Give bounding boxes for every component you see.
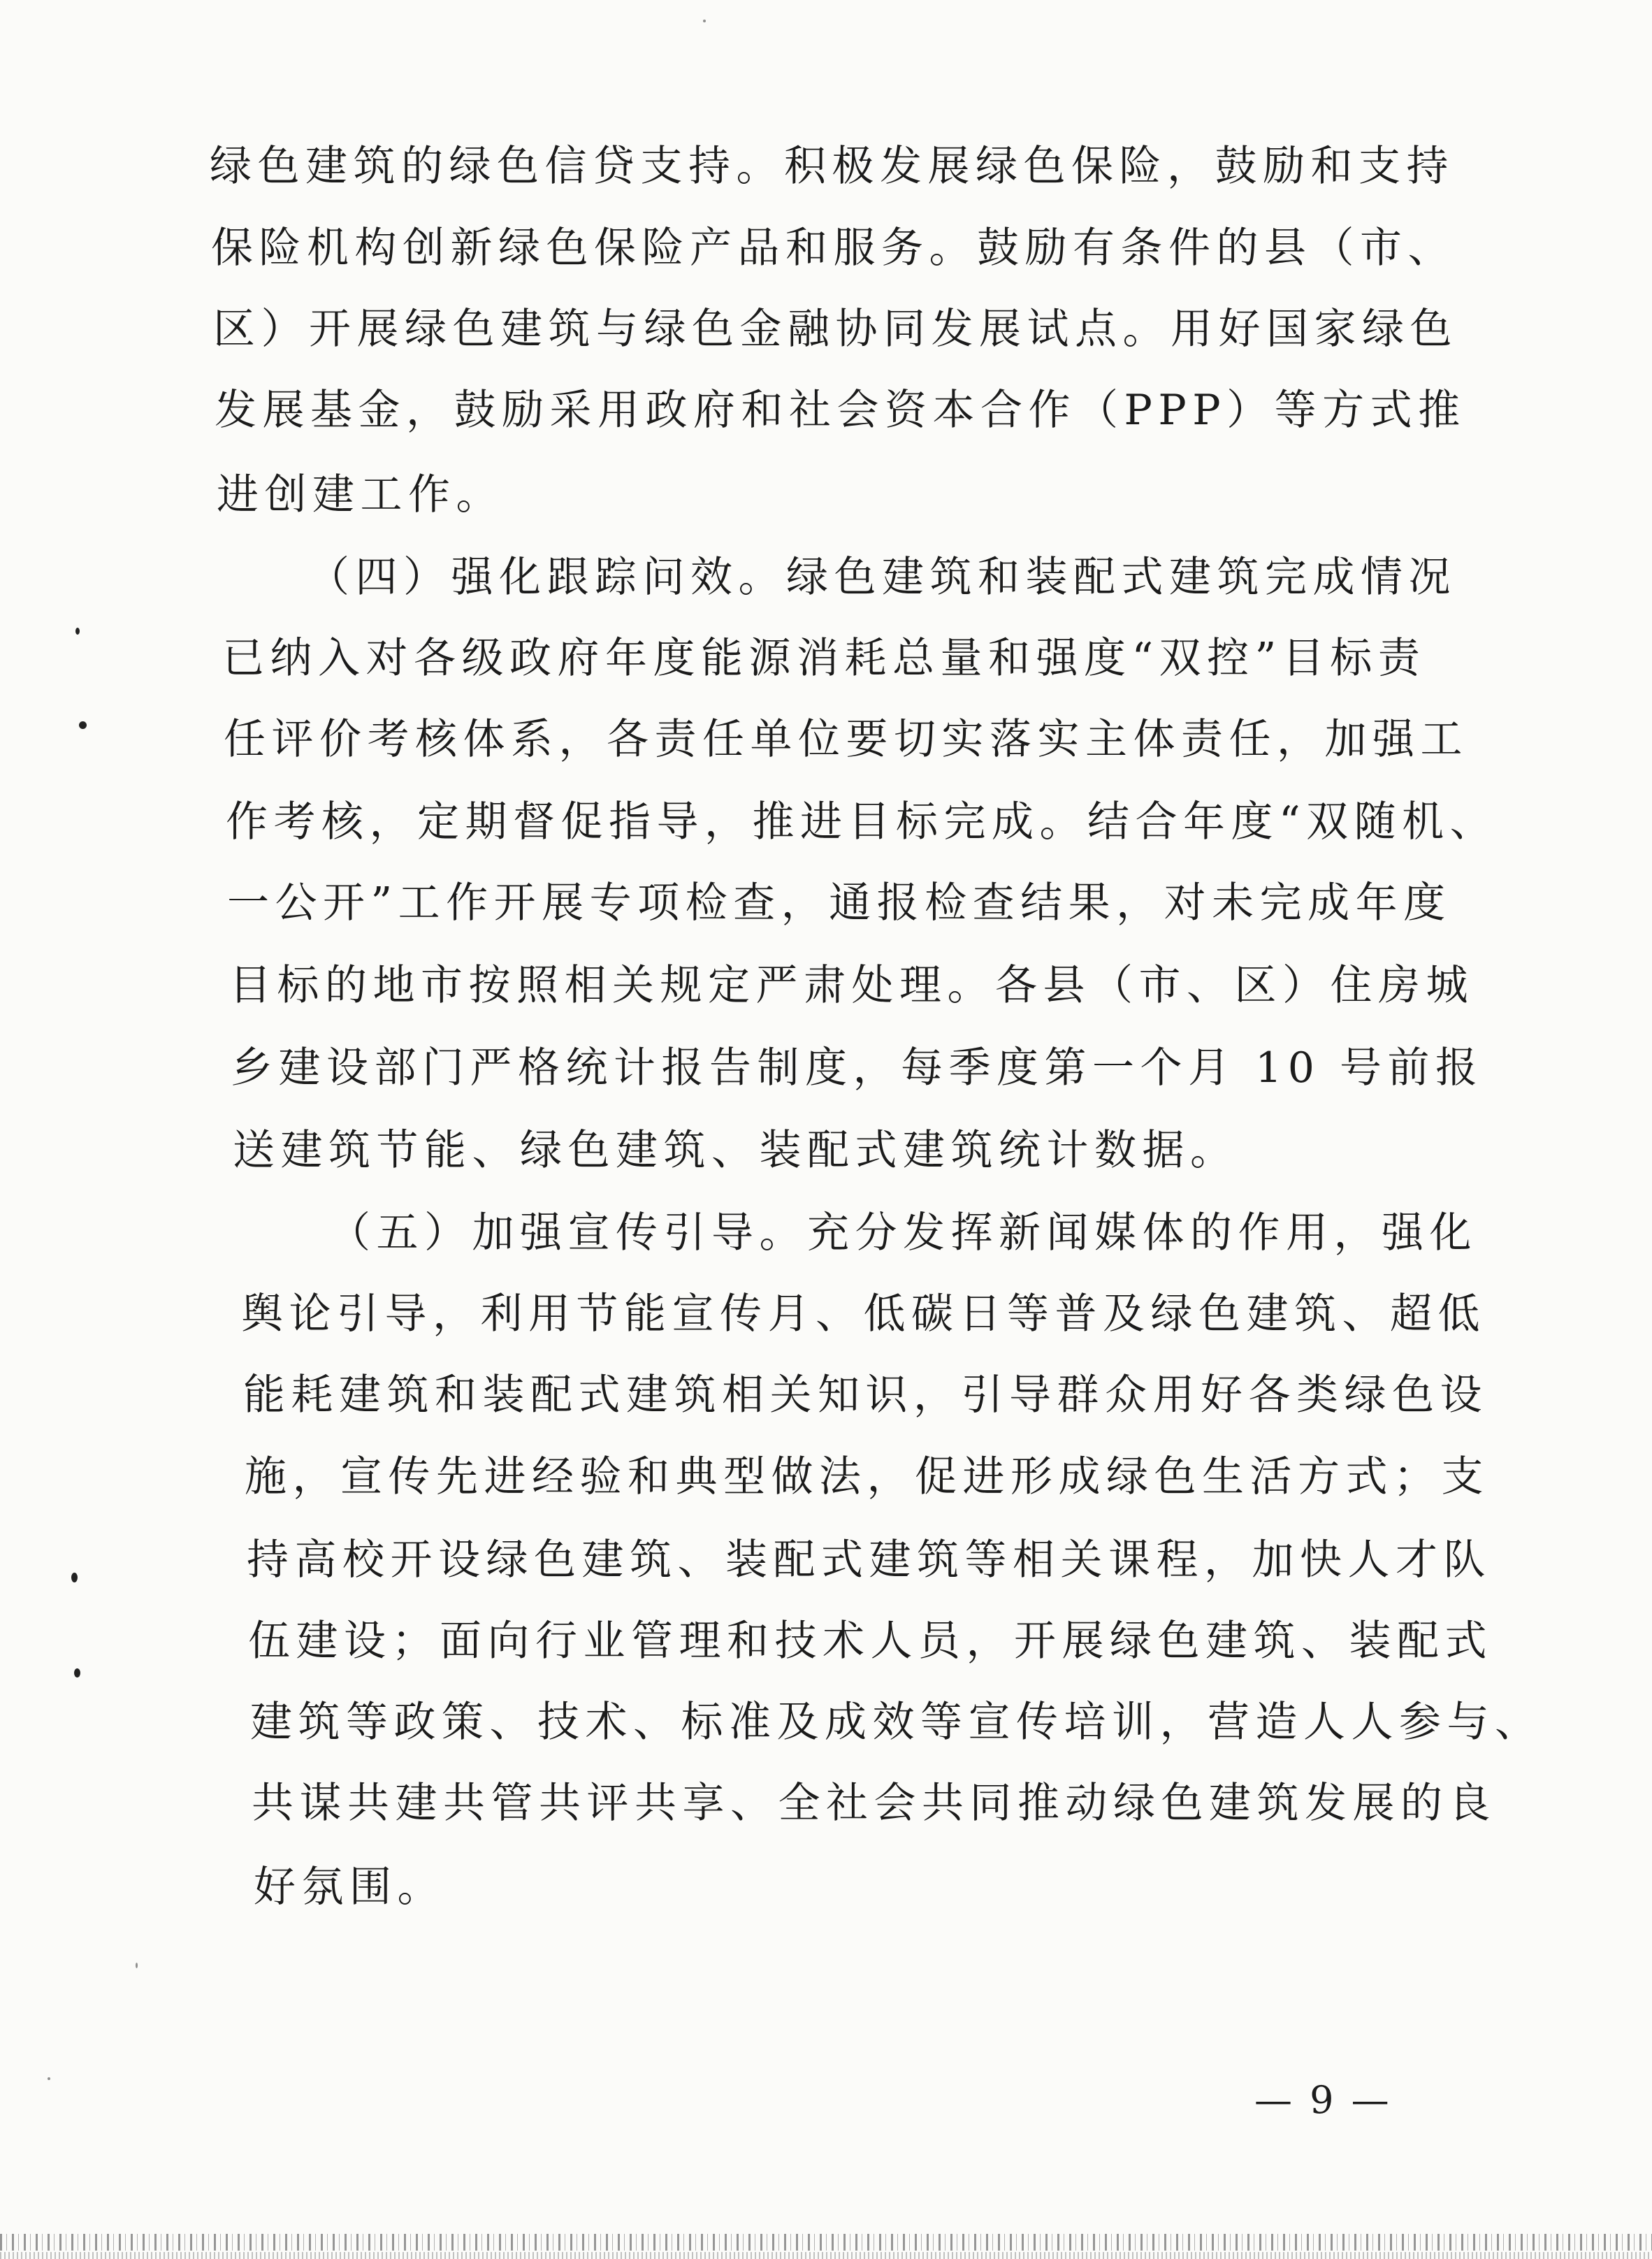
text-line: 建筑等政策、技术、标准及成效等宣传培训，营造人人参与、 — [250, 1698, 1543, 1747]
scan-speck — [136, 1963, 138, 1968]
text-line: 舆论引导，利用节能宣传月、低碳日等普及绿色建筑、超低 — [241, 1290, 1486, 1338]
scan-speck — [71, 1573, 78, 1582]
text-line: 好氛围。 — [254, 1863, 445, 1912]
text-line: 发展基金，鼓励采用政府和社会资本合作（PPP）等方式推 — [215, 386, 1466, 435]
text-line: 保险机构创新绿色保险产品和服务。鼓励有条件的县（市、 — [211, 224, 1456, 273]
text-line: 共谋共建共管共评共享、全社会共同推动绿色建筑发展的良 — [252, 1779, 1496, 1828]
page-number: — 9 — — [1254, 2078, 1392, 2122]
scan-speck — [703, 20, 706, 22]
scan-edge-noise — [0, 2234, 1652, 2251]
section-4-heading: （四）强化跟踪问效。绿色建筑和装配式建筑完成情况 — [307, 553, 1456, 602]
scan-speck — [75, 628, 80, 635]
text-line: 进创建工作。 — [217, 470, 504, 519]
text-line: 绿色建筑的绿色信贷支持。积极发展绿色保险，鼓励和支持 — [210, 142, 1454, 191]
text-line: 目标的地市按照相关规定严肃处理。各县（市、区）住房城 — [229, 961, 1474, 1010]
text-line: 伍建设；面向行业管理和技术人员，开展绿色建筑、装配式 — [248, 1617, 1493, 1666]
text-line: 已纳入对各级政府年度能源消耗总量和强度“双控”目标责 — [222, 634, 1426, 683]
section-5-heading: （五）加强宣传引导。充分发挥新闻媒体的作用，强化 — [328, 1208, 1477, 1257]
text-line: 能耗建筑和装配式建筑相关知识，引导群众用好各类绿色设 — [243, 1371, 1488, 1420]
text-line: 任评价考核体系，各责任单位要切实落实主体责任，加强工 — [224, 715, 1468, 764]
text-line: 作考核，定期督促指导，推进目标完成。结合年度“双随机、 — [226, 797, 1498, 846]
text-line: 区）开展绿色建筑与绿色金融协同发展试点。用好国家绿色 — [213, 305, 1458, 354]
scan-speck — [79, 721, 87, 729]
scan-edge-noise — [0, 2252, 1652, 2259]
text-line: 送建筑节能、绿色建筑、装配式建筑统计数据。 — [233, 1126, 1238, 1175]
scan-speck — [74, 1668, 80, 1677]
text-line: 乡建设部门严格统计报告制度，每季度第一个月 10 号前报 — [231, 1044, 1484, 1092]
text-line: 一公开”工作开展专项检查，通报检查结果，对未完成年度 — [227, 879, 1451, 928]
scan-speck — [48, 2077, 50, 2080]
text-line: 持高校开设绿色建筑、装配式建筑等相关课程，加快人才队 — [247, 1536, 1491, 1585]
text-line: 施，宣传先进经验和典型做法，促进形成绿色生活方式；支 — [245, 1452, 1489, 1501]
